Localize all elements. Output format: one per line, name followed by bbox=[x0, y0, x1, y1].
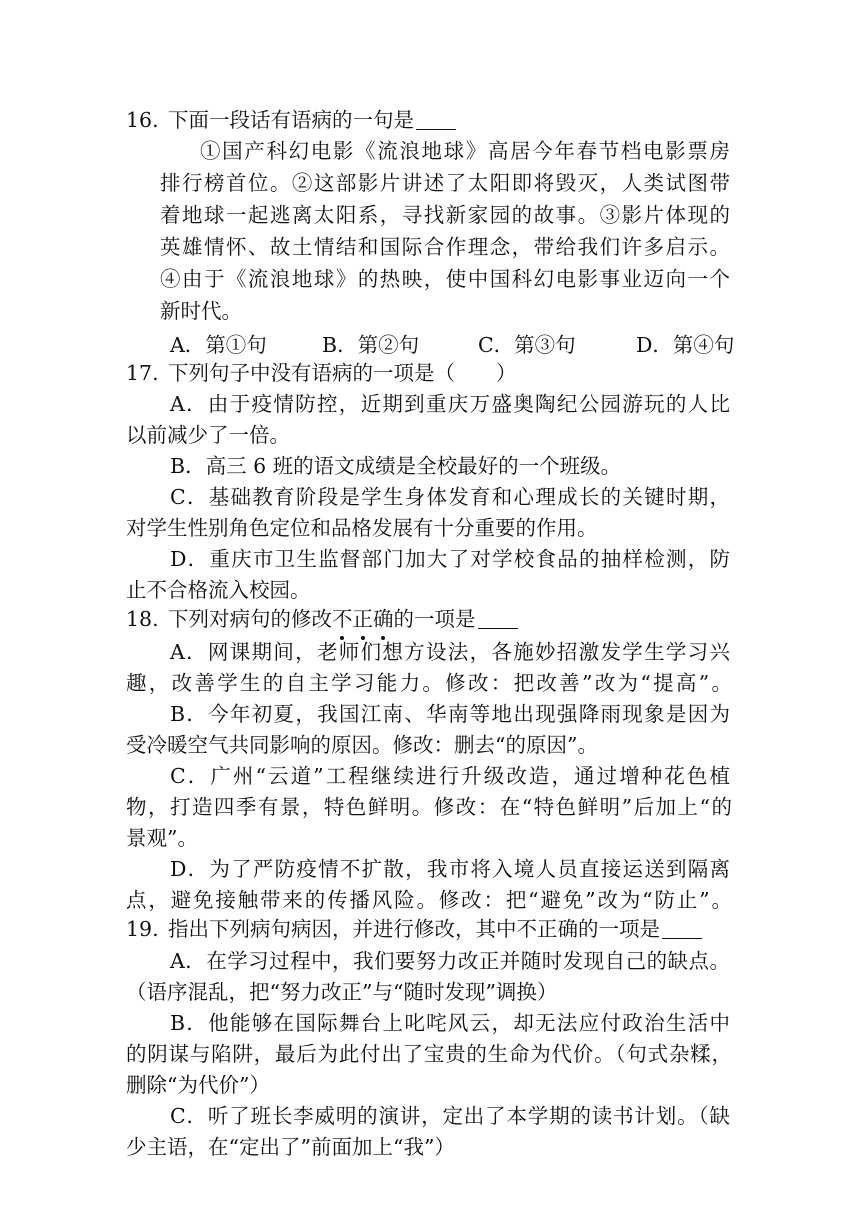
option-c: C．第③句 bbox=[478, 333, 576, 357]
passage-line: ④由于《流浪地球》的热映，使中国科幻电影事业迈向一个 bbox=[160, 267, 730, 291]
question-18-stem bbox=[126, 604, 518, 634]
option-a-line: 以前减少了一倍。 bbox=[126, 423, 290, 447]
option-a: A．第①句 bbox=[170, 333, 267, 357]
question-number: 16. bbox=[126, 108, 159, 132]
option-b: B．第②句 bbox=[322, 333, 420, 357]
option-b-line: 删除“为代价”） bbox=[126, 1073, 270, 1097]
option-c-line: 物，打造四季有景，特色鲜明。修改：在“特色鲜明”后加上“的 bbox=[126, 795, 732, 819]
passage-line: 着地球一起逃离太阳系，寻找新家园的故事。③影片体现的 bbox=[160, 203, 730, 227]
passage-line: 新时代。 bbox=[160, 299, 242, 323]
option-c-line: C．听了班长李威明的演讲，定出了本学期的读书计划。（缺 bbox=[170, 1104, 730, 1128]
option-b-line: B．高三 6 班的语文成绩是全校最好的一个班级。 bbox=[170, 454, 622, 478]
passage-line: ①国产科幻电影《流浪地球》高居今年春节档电影票房 bbox=[200, 139, 730, 163]
answer-blank bbox=[416, 107, 456, 130]
question-number: 19. bbox=[126, 917, 159, 941]
option-b-line: B．他能够在国际舞台上叱咤风云，却无法应付政治生活中 bbox=[170, 1011, 730, 1035]
question-text: 指出下列病句病因，并进行修改，其中不正确的一项是 bbox=[168, 917, 660, 941]
option-c-line: C．广州“云道”工程继续进行升级改造，通过增种花色植 bbox=[170, 764, 730, 788]
option-d: D．第④句 bbox=[636, 333, 735, 357]
emphasis-char: 确 bbox=[373, 604, 394, 634]
option-c-line: C．基础教育阶段是学生身体发育和心理成长的关键时期， bbox=[170, 485, 730, 509]
passage-line: 排行榜首位。②这部影片讲述了太阳即将毁灭，人类试图带 bbox=[160, 171, 730, 195]
question-number: 17. bbox=[126, 361, 159, 385]
question-text: 的一项是 bbox=[393, 607, 476, 631]
answer-blank bbox=[478, 606, 518, 629]
passage-line: 英雄情怀、故土情结和国际合作理念，带给我们许多启示。 bbox=[160, 235, 730, 259]
option-a-line: （语序混乱，把“努力改正”与“随时发现”调换） bbox=[126, 980, 558, 1004]
option-a-line: A．网课期间，老师们想方设法，各施妙招激发学生学习兴 bbox=[170, 640, 730, 664]
question-16-stem bbox=[126, 105, 456, 135]
option-a-line: A．在学习过程中，我们要努力改正并随时发现自己的缺点。 bbox=[170, 949, 730, 973]
option-a-line: 趣，改善学生的自主学习能力。修改：把改善”改为“提高”。 bbox=[126, 671, 732, 695]
option-c-line: 景观”。 bbox=[126, 826, 198, 850]
option-d-line: 点，避免接触带来的传播风险。修改：把“避免”改为“防止”。 bbox=[126, 888, 732, 912]
option-a-line: A．由于疫情防控，近期到重庆万盛奥陶纪公园游玩的人比 bbox=[170, 392, 730, 416]
emphasis-char: 不 bbox=[332, 604, 353, 634]
option-d-line: D．重庆市卫生监督部门加大了对学校食品的抽样检测，防 bbox=[170, 547, 730, 571]
emphasis-char: 正 bbox=[353, 604, 374, 634]
option-c-line: 少主语，在“定出了”前面加上“我”） bbox=[126, 1135, 455, 1159]
option-c-line: 对学生性别角色定位和品格发展有十分重要的作用。 bbox=[126, 516, 598, 540]
question-text: 下列对病句的修改 bbox=[168, 607, 332, 631]
option-b-line: B．今年初夏，我国江南、华南等地出现强降雨现象是因为 bbox=[170, 702, 730, 726]
question-number: 18. bbox=[126, 607, 159, 631]
answer-blank bbox=[662, 916, 702, 939]
question-17-stem bbox=[126, 358, 517, 388]
question-16-options bbox=[170, 330, 740, 360]
option-b-line: 受冷暖空气共同影响的原因。修改：删去“的原因”。 bbox=[126, 733, 598, 757]
question-text: 下面一段话有语病的一句是 bbox=[168, 108, 414, 132]
option-d-line: 止不合格流入校园。 bbox=[126, 578, 311, 602]
question-19-stem bbox=[126, 914, 702, 944]
option-d-line: D．为了严防疫情不扩散，我市将入境人员直接运送到隔离 bbox=[170, 857, 730, 881]
option-b-line: 的阴谋与陷阱，最后为此付出了宝贵的生命为代价。（句式杂糅， bbox=[126, 1042, 732, 1066]
question-text: 下列句子中没有语病的一项是（ ） bbox=[168, 361, 517, 385]
